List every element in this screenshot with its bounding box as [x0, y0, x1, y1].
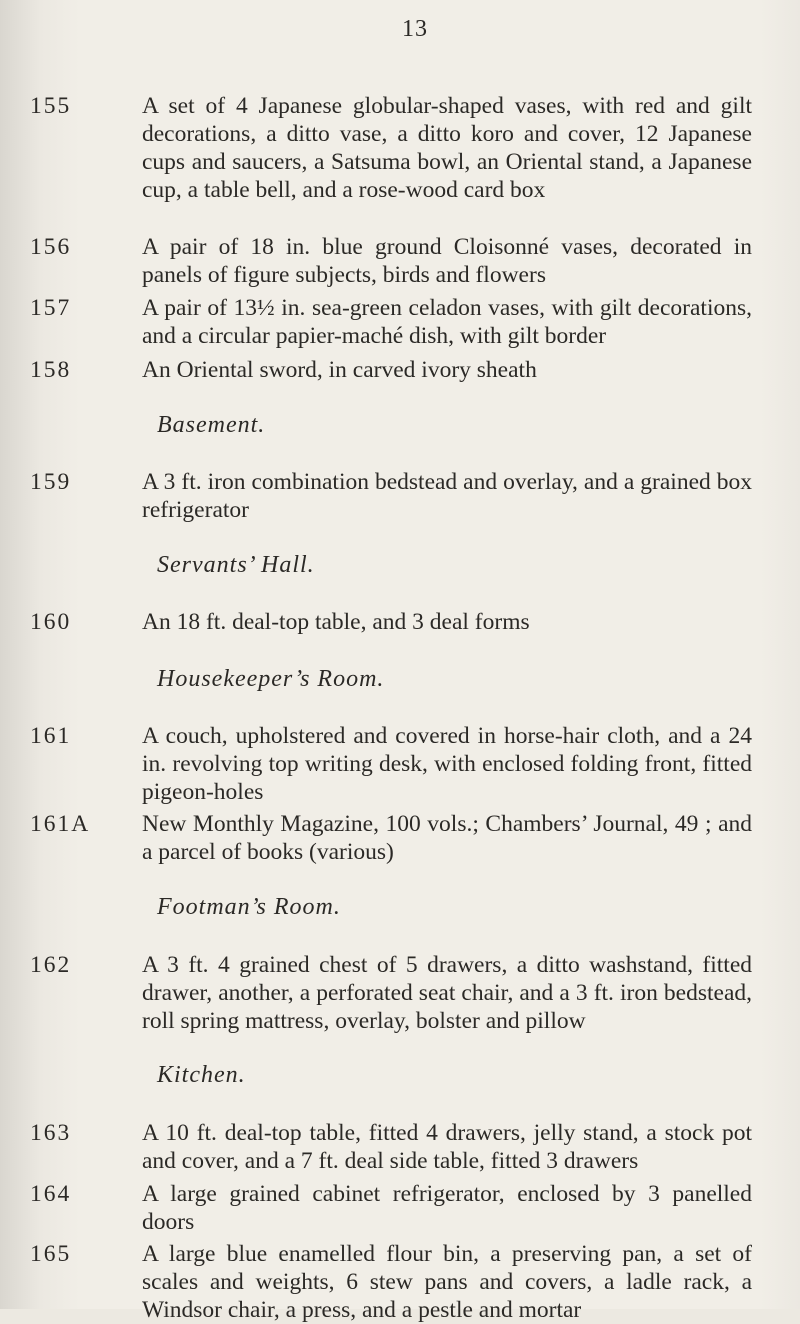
- lot-number: 161A: [30, 811, 91, 837]
- lot-entry-157: [30, 294, 752, 350]
- lot-description: An 18 ft. deal-top table, and 3 deal forms: [142, 609, 530, 635]
- lot-number: 155: [30, 93, 72, 119]
- lot-entry-159: [30, 468, 752, 524]
- lot-entry-158: [30, 356, 752, 384]
- section-heading-kitchen: Kitchen.: [157, 1062, 246, 1088]
- lot-description: A large grained cabinet refrigerator, enclosed by 3 panelled doors: [142, 1181, 752, 1235]
- lot-number: 158: [30, 357, 72, 383]
- lot-description: A 10 ft. deal-top table, fitted 4 drawers, jelly stand, a stock pot and cover, and a 7 ft. deal side table, fitted 3 drawers: [142, 1120, 752, 1174]
- lot-number: 164: [30, 1181, 72, 1207]
- lot-number: 165: [30, 1241, 72, 1267]
- lot-entry-155: [30, 92, 752, 204]
- lot-number: 160: [30, 609, 72, 635]
- lot-number: 163: [30, 1120, 72, 1146]
- lot-description: A couch, upholstered and covered in horse-hair cloth, and a 24 in. revolving top writing desk, with enclosed folding front, fitted pigeon-holes: [142, 723, 752, 805]
- lot-description: A large blue enamelled flour bin, a preserving pan, a set of scales and weights, 6 stew pans and covers, a ladle rack, a Windsor chair, a press, and a pestle and mortar: [142, 1241, 752, 1323]
- lot-number: 156: [30, 234, 72, 260]
- lot-number: 159: [30, 469, 72, 495]
- lot-entry-161: [30, 722, 752, 806]
- lot-entry-165: [30, 1240, 752, 1324]
- lot-entry-162: [30, 951, 752, 1035]
- lot-entry-156: [30, 233, 752, 289]
- lot-description: A pair of 13½ in. sea-green celadon vases, with gilt decorations, and a circular papier-maché dish, with gilt border: [142, 295, 752, 349]
- lot-description: A pair of 18 in. blue ground Cloisonné vases, decorated in panels of figure subjects, birds and flowers: [142, 234, 752, 288]
- section-heading-basement: Basement.: [157, 412, 266, 438]
- lot-entry-161a: [30, 810, 752, 866]
- lot-number: 157: [30, 295, 72, 321]
- lot-description: A 3 ft. iron combination bedstead and overlay, and a grained box refrigerator: [142, 469, 752, 523]
- lot-number: 161: [30, 723, 72, 749]
- lot-description: New Monthly Magazine, 100 vols.; Chambers’ Journal, 49 ; and a parcel of books (various): [142, 811, 752, 865]
- lot-entry-163: [30, 1119, 752, 1175]
- lot-description: A 3 ft. 4 grained chest of 5 drawers, a ditto washstand, fitted drawer, another, a perforated seat chair, and a 3 ft. iron bedstead, roll spring mattress, overlay, bolster and pillow: [142, 952, 752, 1034]
- page-number: 13: [402, 16, 428, 42]
- section-heading-servants-hall: Servants’ Hall.: [157, 552, 315, 578]
- lot-number: 162: [30, 952, 72, 978]
- lot-description: An Oriental sword, in carved ivory sheath: [142, 357, 537, 383]
- section-heading-housekeepers-room: Housekeeper’s Room.: [157, 666, 385, 692]
- section-heading-footmans-room: Footman’s Room.: [157, 894, 341, 920]
- lot-description: A set of 4 Japanese globular-shaped vases, with red and gilt decorations, a ditto vase, a ditto koro and cover, 12 Japanese cups and saucers, a Satsuma bowl, an Oriental stand, a Japanese cup, a table bell, and a rose-wood card box: [142, 93, 752, 203]
- lot-entry-164: [30, 1180, 752, 1236]
- lot-entry-160: [30, 608, 752, 636]
